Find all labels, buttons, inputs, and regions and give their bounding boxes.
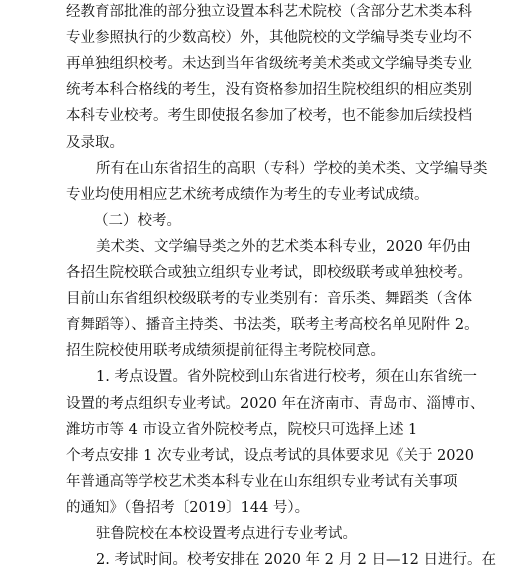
text-line: 育舞蹈等）、播音主持类、书法类，联考主考高校名单见附件 2。 bbox=[66, 317, 479, 334]
text-line: 个考点安排 1 次专业考试，设点考试的具体要求见《关于 2020 bbox=[66, 447, 474, 464]
section-heading: （二）校考。 bbox=[94, 212, 181, 229]
text-line: 年普通高等学校艺术类本科专业在山东组织专业考试有关事项 bbox=[66, 473, 458, 490]
text-line: 再单独组织校考。未达到当年省级统考美术类或文学编导类专业 bbox=[66, 56, 472, 73]
text-line: 目前山东省组织校级联考的专业类别有：音乐类、舞蹈类（含体 bbox=[66, 291, 472, 308]
text-line: 经教育部批准的部分独立设置本科艺术院校（含部分艺术类本科 bbox=[66, 4, 472, 20]
text-line: 所有在山东省招生的高职（专科）学校的美术类、文学编导类 bbox=[96, 160, 488, 177]
text-line: 及录取。 bbox=[66, 134, 124, 151]
text-line: 统考本科合格线的考生，没有资格参加招生院校组织的相应类别 bbox=[66, 82, 472, 99]
text-line: 各招生院校联合或独立组织专业考试，即校级联考或单独校考。 bbox=[66, 265, 472, 281]
text-line: 的通知》（鲁招考〔2019〕144 号）。 bbox=[66, 499, 310, 516]
text-line: 专业均使用相应艺术统考成绩作为考生的专业考试成绩。 bbox=[66, 186, 429, 203]
text-line: 1. 考点设置。省外院校到山东省进行校考，须在山东省统一 bbox=[96, 369, 477, 386]
text-line: 驻鲁院校在本校设置考点进行专业考试。 bbox=[96, 526, 357, 542]
text-line: 潍坊市等 4 市设立省外院校考点，院校只可选择上述 1 bbox=[66, 421, 418, 438]
text-line: 专业参照执行的少数高校）外，其他院校的文学编导类专业均不 bbox=[66, 30, 472, 47]
text-line: 美术类、文学编导类之外的艺术类本科专业，2020 年仍由 bbox=[96, 238, 472, 255]
text-line: 招生院校使用联考成绩须提前征得主考院校同意。 bbox=[66, 343, 385, 360]
text-line: 本科专业校考。考生即使报名参加了校考，也不能参加后续投档 bbox=[66, 108, 472, 125]
text-line: 设置的考点组织专业考试。2020 年在济南市、青岛市、淄博市、 bbox=[66, 395, 485, 412]
text-line: 2. 考试时间。校考安排在 2020 年 2 月 2 日—12 日进行。在 bbox=[96, 552, 497, 569]
